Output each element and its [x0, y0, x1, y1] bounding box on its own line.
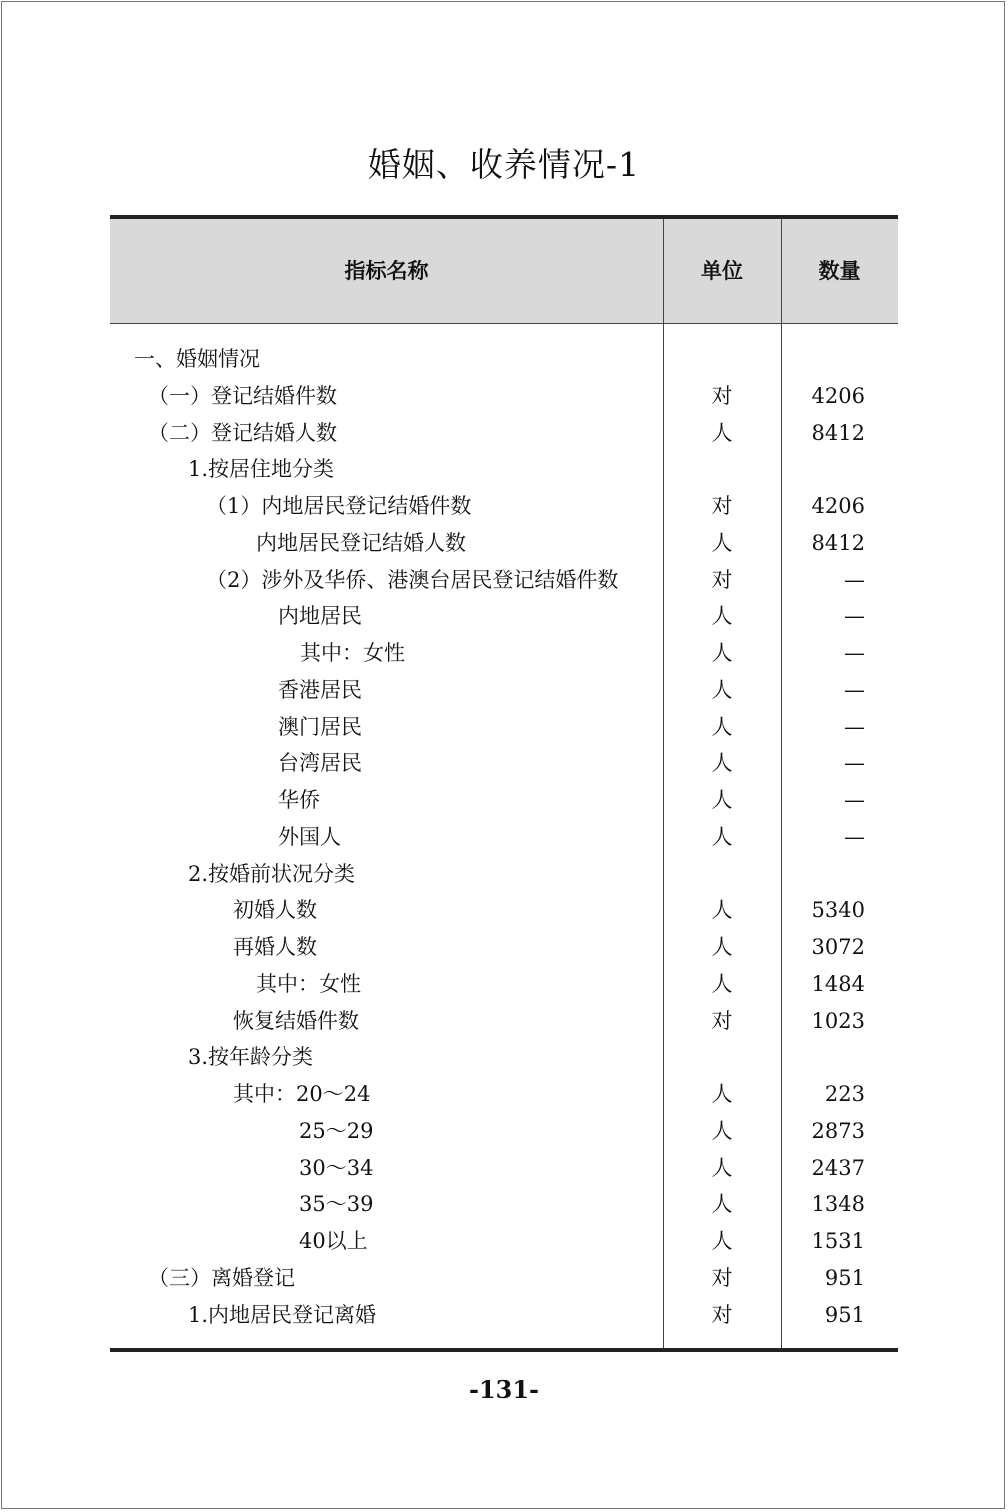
- row-unit: 人: [711, 898, 733, 923]
- table-row: [110, 966, 898, 1003]
- row-unit: 人: [711, 420, 733, 445]
- row-unit: 人: [711, 714, 733, 739]
- table-row: [110, 892, 898, 929]
- row-unit: 人: [711, 788, 733, 812]
- table-row: [110, 1039, 898, 1076]
- table-row: [110, 856, 898, 893]
- row-name: （二）登记结婚人数: [148, 420, 337, 445]
- row-unit: 对: [711, 1008, 733, 1033]
- row-name: 35～39: [299, 1192, 374, 1217]
- table-row: [110, 1150, 898, 1187]
- row-unit: 对: [711, 1302, 733, 1327]
- row-quantity: —: [844, 714, 865, 739]
- row-name: 其中：女性: [256, 971, 361, 996]
- row-name: 内地居民登记结婚人数: [256, 530, 466, 555]
- row-unit: 人: [711, 751, 733, 776]
- row-quantity: 1484: [811, 971, 865, 996]
- table-row: [110, 378, 898, 415]
- row-name: （三）离婚登记: [148, 1265, 295, 1290]
- row-name: 香港居民: [278, 677, 362, 702]
- table-row: [110, 1113, 898, 1150]
- row-name: 1.内地居民登记离婚: [188, 1302, 377, 1327]
- row-unit: 人: [711, 641, 733, 665]
- row-quantity: —: [844, 604, 865, 629]
- row-name: 1.按居住地分类: [188, 457, 335, 482]
- row-quantity: 8412: [811, 420, 865, 445]
- table-row: [110, 1076, 898, 1113]
- row-unit: 对: [711, 1265, 733, 1290]
- row-name: 25～29: [299, 1118, 374, 1143]
- statistics-table: [110, 215, 898, 1352]
- table-row: [110, 451, 898, 488]
- table-row: [110, 1186, 898, 1223]
- row-name: 台湾居民: [278, 751, 362, 776]
- row-name: （1）内地居民登记结婚件数: [206, 494, 472, 518]
- row-unit: 人: [711, 530, 733, 555]
- row-quantity: —: [844, 824, 865, 849]
- row-quantity: 1023: [811, 1008, 865, 1033]
- row-quantity: 5340: [811, 898, 865, 923]
- row-quantity: 8412: [811, 530, 865, 555]
- row-quantity: —: [844, 567, 865, 592]
- row-name: 2.按婚前状况分类: [188, 861, 356, 886]
- row-name: （2）涉外及华侨、港澳台居民登记结婚件数: [206, 567, 619, 592]
- row-unit: 人: [711, 1155, 733, 1180]
- row-unit: 人: [711, 935, 733, 959]
- row-quantity: 951: [824, 1265, 865, 1290]
- table-bottom-rule: [110, 1348, 898, 1352]
- row-quantity: 1531: [811, 1229, 865, 1253]
- header-indicator-name: 指标名称: [344, 259, 429, 283]
- table-row: [110, 635, 898, 672]
- row-name: 40以上: [299, 1229, 368, 1253]
- row-quantity: —: [844, 751, 865, 776]
- table-row: [110, 562, 898, 599]
- row-name: 其中：20～24: [233, 1082, 371, 1106]
- table-row: [110, 929, 898, 966]
- row-quantity: 1348: [811, 1192, 865, 1217]
- table-row: [110, 672, 898, 709]
- row-unit: 对: [711, 383, 733, 408]
- table-row: [110, 819, 898, 856]
- row-unit: 人: [711, 1082, 733, 1106]
- row-quantity: 2873: [811, 1118, 865, 1143]
- row-unit: 人: [711, 604, 733, 629]
- row-name: 华侨: [278, 788, 320, 812]
- table-row: [110, 1260, 898, 1297]
- row-quantity: 4206: [811, 383, 865, 408]
- row-quantity: —: [844, 641, 865, 665]
- row-quantity: 2437: [811, 1155, 865, 1180]
- row-name: 一、婚姻情况: [134, 347, 260, 371]
- row-unit: 人: [711, 1229, 733, 1253]
- table-header: [110, 219, 898, 324]
- row-unit: 人: [711, 677, 733, 702]
- page-number: -131-: [468, 1375, 540, 1404]
- row-quantity: 3072: [811, 935, 865, 959]
- row-quantity: 4206: [811, 494, 865, 518]
- row-name: 恢复结婚件数: [233, 1008, 359, 1033]
- table-body: [110, 341, 898, 1333]
- table-row: [110, 415, 898, 452]
- header-quantity: 数量: [818, 259, 861, 283]
- row-quantity: —: [844, 677, 865, 702]
- table-row: [110, 488, 898, 525]
- table-row: [110, 782, 898, 819]
- table-row: [110, 525, 898, 562]
- row-name: 3.按年龄分类: [188, 1045, 314, 1070]
- table-row: [110, 745, 898, 782]
- row-unit: 人: [711, 1118, 733, 1143]
- row-quantity: 223: [824, 1082, 865, 1106]
- row-name: 内地居民: [278, 604, 362, 629]
- row-name: 初婚人数: [233, 898, 317, 923]
- row-quantity: 951: [824, 1302, 865, 1327]
- row-quantity: —: [844, 788, 865, 812]
- row-unit: 对: [711, 494, 733, 518]
- row-name: 外国人: [278, 824, 341, 849]
- header-unit: 单位: [701, 259, 743, 283]
- table-row: [110, 341, 898, 378]
- row-unit: 人: [711, 824, 733, 849]
- table-row: [110, 598, 898, 635]
- row-name: 澳门居民: [278, 714, 362, 739]
- row-name: 30～34: [299, 1155, 374, 1180]
- row-unit: 对: [711, 567, 733, 592]
- table-row: [110, 1003, 898, 1040]
- row-unit: 人: [711, 971, 733, 996]
- row-name: （一）登记结婚件数: [148, 383, 337, 408]
- page-title: 婚姻、收养情况-1: [367, 145, 641, 184]
- row-name: 再婚人数: [233, 935, 317, 959]
- table-row: [110, 709, 898, 746]
- table-row: [110, 1297, 898, 1334]
- row-name: 其中：女性: [300, 641, 405, 665]
- row-unit: 人: [711, 1192, 733, 1217]
- table-row: [110, 1223, 898, 1260]
